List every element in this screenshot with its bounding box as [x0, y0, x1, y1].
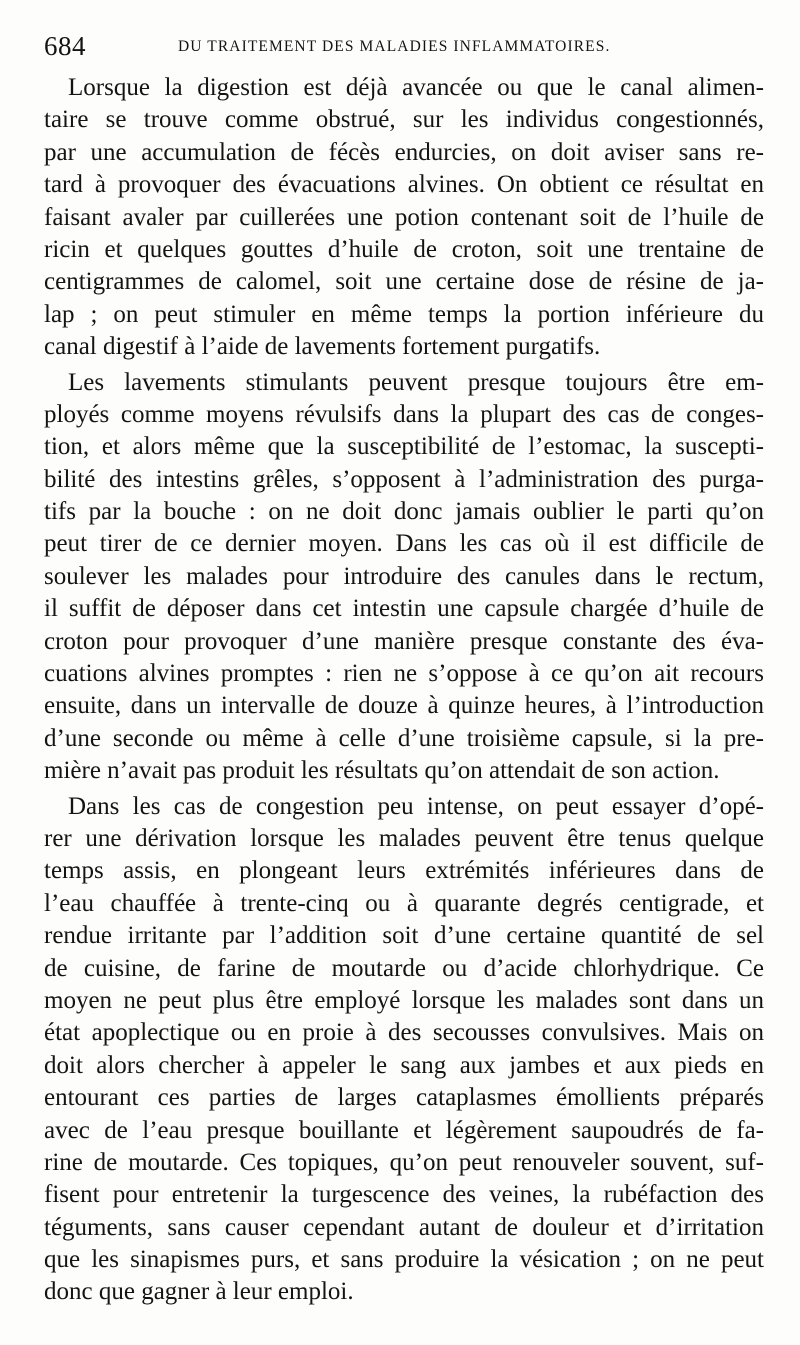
page-number: 684 — [44, 31, 86, 61]
text-line: Lorsque la digestion est déjà avancée ou que le canal alimen- — [68, 74, 764, 101]
text-line: mière n’avait pas produit les résultats qu’on attendait de son action. — [44, 757, 720, 785]
text-line: tifs par la bouche : on ne doit donc jamais oublier le parti qu’on — [44, 498, 764, 526]
text-line: fisent pour entretenir la turgescence des veines, la rubéfaction des — [44, 1181, 764, 1209]
paragraph — [44, 72, 764, 364]
text-line: doit alors chercher à appeler le sang aux jambes et aux pieds en — [44, 1051, 764, 1079]
text-line: canal digestif à l’aide de lavements fortement purgatifs. — [44, 333, 601, 361]
text-line: par une accumulation de fécès endurcies, on doit aviser sans re- — [44, 138, 764, 166]
text-line: état apoplectique ou en proie à des secousses convulsives. Mais on — [44, 1019, 764, 1047]
text-line: ensuite, dans un intervalle de douze à quinze heures, à l’introduction — [44, 692, 764, 720]
text-line: l’eau chauffée à trente-cinq ou à quarante degrés centigrade, et — [44, 889, 764, 917]
text-line: donc que gagner à leur emploi. — [44, 1278, 354, 1306]
text-line: faisant avaler par cuillerées une potion contenant soit de l’huile de — [44, 203, 764, 231]
text-line: bilité des intestins grêles, s’opposent à l’administration des purga- — [44, 465, 764, 493]
text-line: temps assis, en plongeant leurs extrémités inférieures dans de — [44, 857, 764, 885]
text-line: ricin et quelques gouttes d’huile de croton, soit une trentaine de — [44, 235, 764, 263]
text-line: entourant ces parties de larges cataplasmes émollients préparés — [44, 1084, 764, 1112]
text-line: croton pour provoquer d’une manière presque constante des éva- — [44, 627, 764, 655]
text-line: taire se trouve comme obstrué, sur les individus congestionnés, — [44, 106, 764, 134]
text-line: cuations alvines promptes : rien ne s’oppose à ce qu’on ait recours — [44, 660, 764, 688]
text-line: ployés comme moyens révulsifs dans la plupart des cas de conges- — [44, 400, 764, 428]
text-line: avec de l’eau presque bouillante et légèrement saupoudrés de fa- — [44, 1116, 764, 1144]
text-line: centigrammes de calomel, soit une certaine dose de résine de ja- — [44, 268, 764, 296]
text-line: soulever les malades pour introduire des canules dans le rectum, — [44, 562, 764, 590]
text-line: Les lavements stimulants peuvent presque toujours être em- — [68, 368, 764, 396]
text-line: moyen ne peut plus être employé lorsque les malades sont dans un — [44, 986, 764, 1014]
text-line: tion, et alors même que la susceptibilité de l’estomac, la suscepti- — [44, 433, 764, 461]
running-title: DU TRAITEMENT DES MALADIES INFLAMMATOIRES. — [178, 38, 611, 55]
text-line: rer une dérivation lorsque les malades peuvent être tenus quelque — [44, 824, 764, 852]
text-line: de cuisine, de farine de moutarde ou d’acide chlorhydrique. Ce — [44, 954, 764, 982]
text-line: Dans les cas de congestion peu intense, on peut essayer d’opé- — [68, 792, 764, 820]
text-line: lap ; on peut stimuler en même temps la portion inférieure du — [44, 300, 764, 328]
text-line: que les sinapismes purs, et sans produire la vésication ; on ne peut — [44, 1246, 764, 1274]
paragraph — [44, 367, 764, 788]
paragraph — [44, 791, 764, 1309]
text-line: rendue irritante par l’addition soit d’une certaine quantité de sel — [44, 922, 764, 950]
body-text — [44, 72, 764, 1309]
text-line: il suffit de déposer dans cet intestin une capsule chargée d’huile de — [44, 595, 764, 623]
text-line: rine de moutarde. Ces topiques, qu’on peut renouveler souvent, suf- — [44, 1148, 764, 1176]
page-header — [44, 30, 764, 62]
text-line: peut tirer de ce dernier moyen. Dans les cas où il est difficile de — [44, 530, 764, 558]
text-line: d’une seconde ou même à celle d’une troisième capsule, si la pre- — [44, 724, 764, 752]
text-line: tard à provoquer des évacuations alvines. On obtient ce résultat en — [44, 171, 764, 199]
text-line: téguments, sans causer cependant autant de douleur et d’irritation — [44, 1213, 764, 1241]
